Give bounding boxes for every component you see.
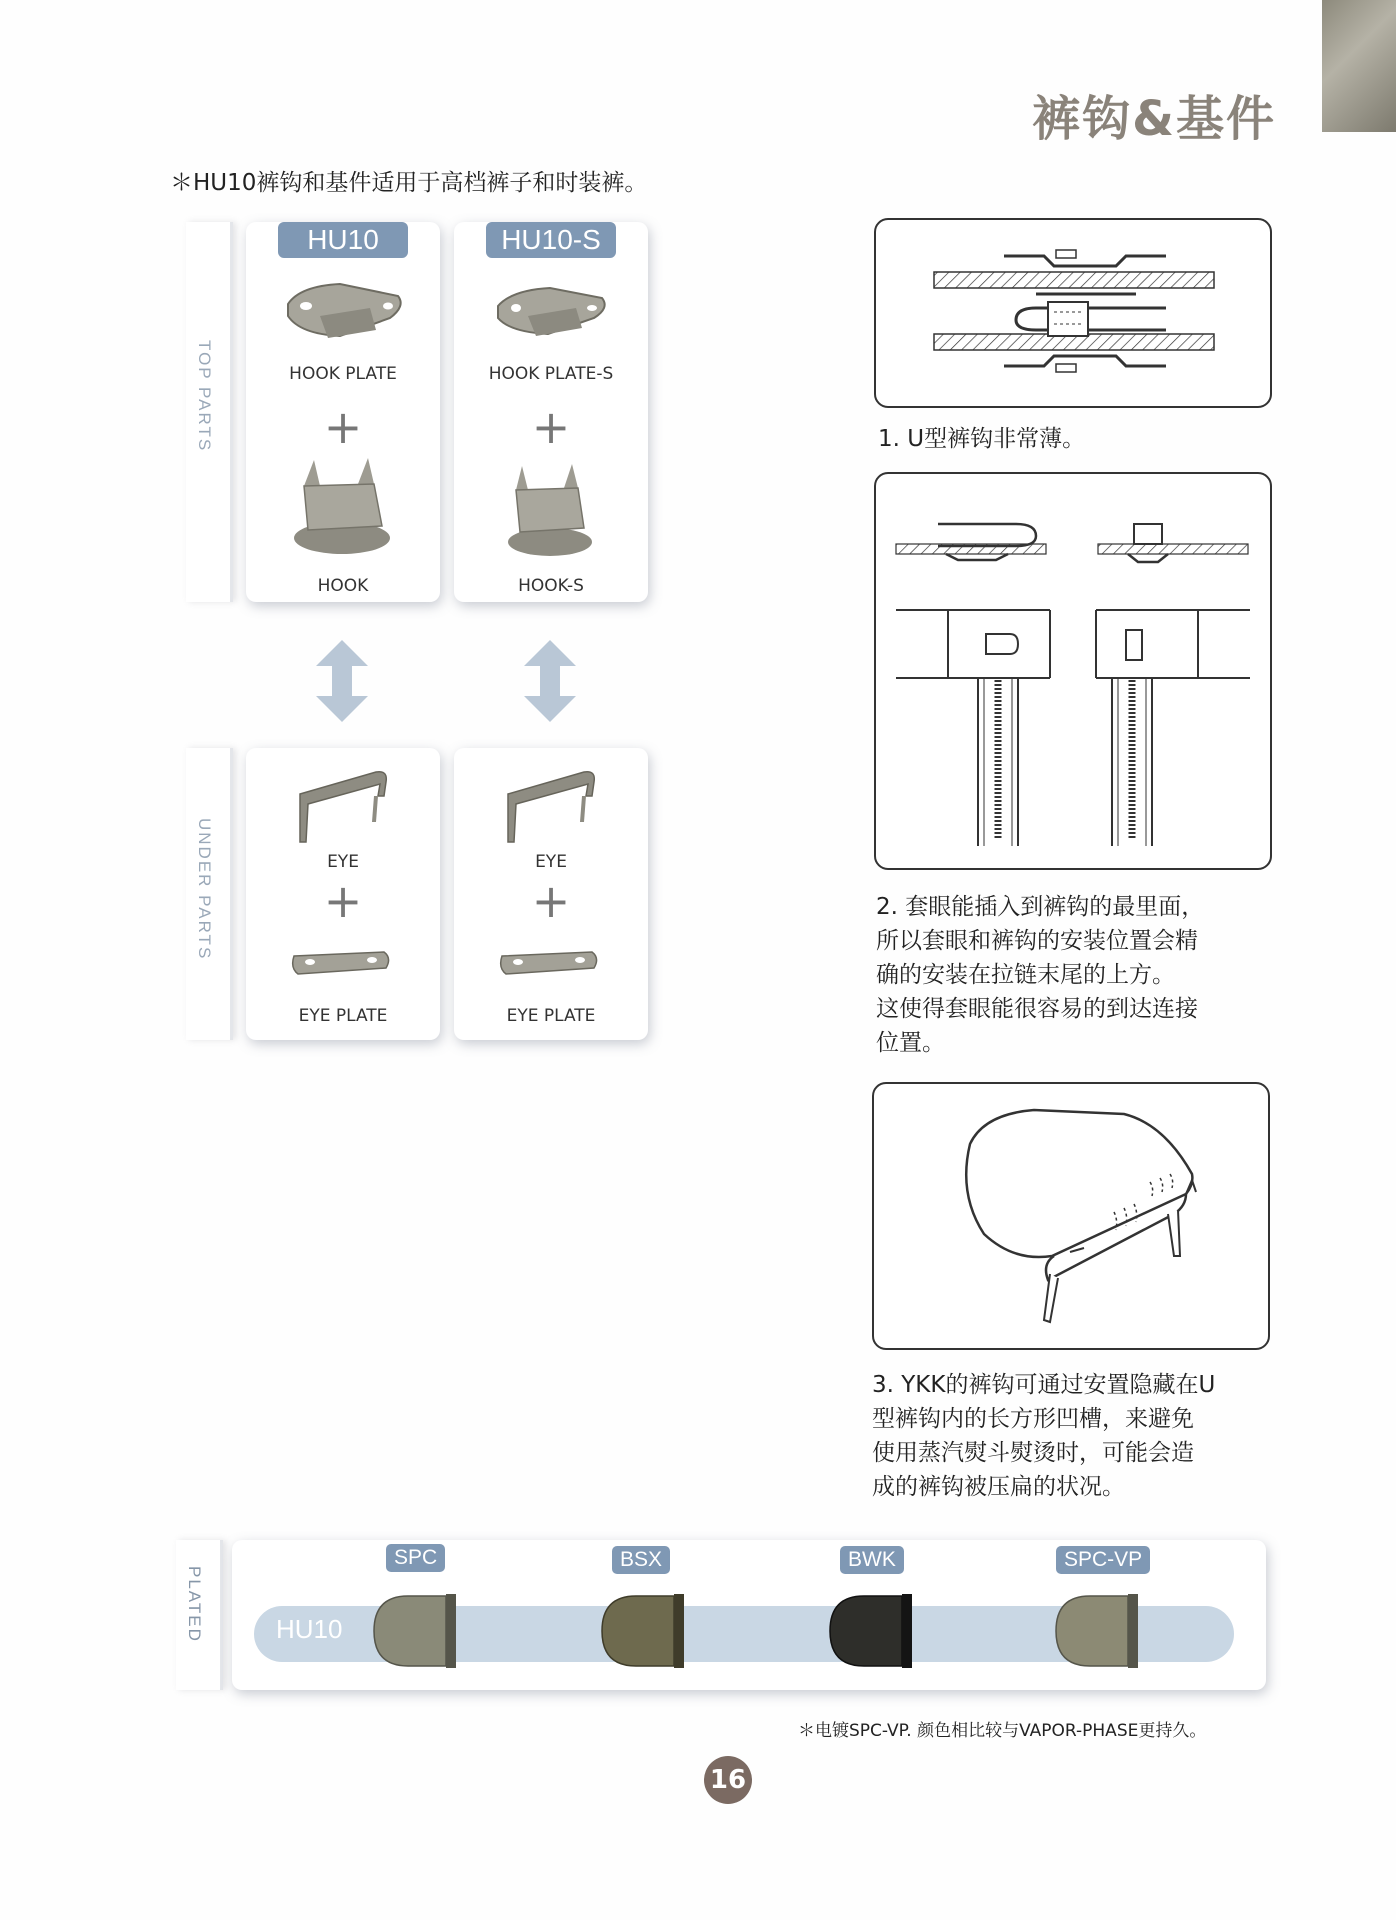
top-parts-label: TOP PARTS: [195, 340, 214, 453]
feature-diagram-3: [872, 1082, 1270, 1350]
plus-sign: +: [323, 400, 363, 454]
caption-line: 成的裤钩被压扁的状况。: [872, 1474, 1125, 1500]
caption-line: 所以套眼和裤钩的安装位置会精: [876, 928, 1198, 954]
feature-diagram-1: [874, 218, 1272, 408]
finish-badge-spc-vp: SPC-VP: [1056, 1546, 1150, 1574]
under-parts-label: UNDER PARTS: [195, 818, 214, 961]
hook-image: [286, 456, 406, 556]
eye-plate-image: [290, 944, 394, 984]
caption-line: 3. YKK的裤钩可通过安置隐藏在U: [872, 1372, 1216, 1398]
intro-text: ＊HU10裤钩和基件适用于高档裤子和时装裤。: [170, 170, 648, 196]
hook-label: HOOK: [317, 576, 369, 596]
zipper-position-diagram: [876, 474, 1270, 868]
finish-badge-bwk: BWK: [840, 1546, 904, 1574]
footnote: ＊电镀SPC-VP. 颜色相比较与VAPOR-PHASE更持久。: [798, 1721, 1207, 1741]
caption-line: 确的安装在拉链末尾的上方。: [876, 962, 1175, 988]
caption-line: 2. 套眼能插入到裤钩的最里面，: [876, 894, 1205, 920]
finish-swatch-spc: [372, 1594, 460, 1668]
caption-line: 位置。: [876, 1030, 945, 1056]
hook-plate-label: HOOK PLATE: [289, 364, 397, 384]
model-badge-hu10s: HU10-S: [486, 222, 616, 258]
hook-s-label: HOOK-S: [518, 576, 584, 596]
double-arrow-icon: [316, 640, 368, 722]
plated-model-label: HU10: [276, 1614, 343, 1644]
section-tab-marker: [1322, 0, 1396, 132]
caption-line: 型裤钩内的长方形凹槽，来避免: [872, 1406, 1194, 1432]
plus-sign: +: [323, 874, 363, 928]
eye-plate-image: [498, 944, 602, 984]
u-hook-cross-section-diagram: [876, 220, 1270, 406]
finish-swatch-bsx: [600, 1594, 688, 1668]
hook-plate-s-image: [492, 280, 612, 344]
plus-sign: +: [531, 400, 571, 454]
feature-diagram-2: [874, 472, 1272, 870]
finish-badge-spc: SPC: [386, 1544, 445, 1572]
eye-image: [504, 760, 600, 844]
caption-line: 1. U型裤钩非常薄。: [878, 426, 1086, 452]
plated-label: PLATED: [185, 1566, 204, 1643]
double-arrow-icon: [524, 640, 576, 722]
hook-plate-s-label: HOOK PLATE-S: [488, 364, 614, 384]
plus-sign: +: [531, 874, 571, 928]
hook-s-image: [500, 462, 600, 558]
finish-badge-bsx: BSX: [612, 1546, 670, 1574]
hidden-groove-hook-diagram: [874, 1084, 1268, 1348]
model-badge-hu10: HU10: [278, 222, 408, 258]
hook-plate-image: [280, 276, 410, 346]
eye-plate-label: EYE PLATE: [506, 1006, 596, 1026]
caption-line: 这使得套眼能很容易的到达连接: [876, 996, 1198, 1022]
eye-plate-label: EYE PLATE: [298, 1006, 388, 1026]
feature-caption-3: [872, 1368, 1215, 1504]
finish-swatch-spc-vp: [1054, 1594, 1142, 1668]
page-number: 16: [704, 1756, 752, 1804]
feature-caption-1: [878, 422, 1085, 456]
eye-label: EYE: [327, 852, 359, 872]
eye-image: [296, 760, 392, 844]
caption-line: 使用蒸汽熨斗熨烫时，可能会造: [872, 1440, 1194, 1466]
section-title: 裤钩&基件: [1032, 91, 1276, 147]
eye-label: EYE: [535, 852, 567, 872]
finish-swatch-bwk: [828, 1594, 916, 1668]
feature-caption-2: [876, 890, 1204, 1060]
